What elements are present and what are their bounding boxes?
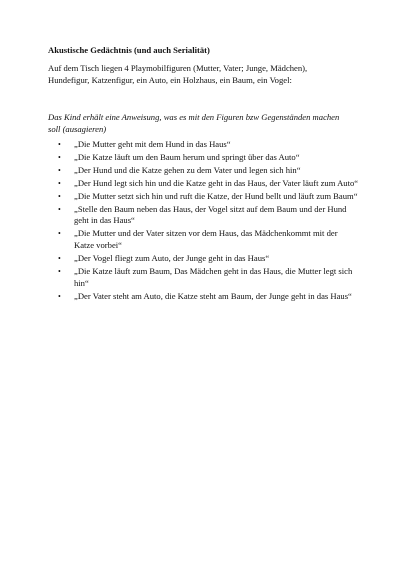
list-item [48,253,359,265]
list-item-text: „Die Mutter und der Vater sitzen vor dem Haus, das Mädchenkommt mit der Katze vorbei“ [74,228,338,251]
bullet-icon: • [58,191,61,201]
bullet-icon: • [58,291,61,301]
bullet-icon: • [58,229,61,239]
bullet-icon: • [58,254,61,264]
document-heading: Akustische Gedächtnis (und auch Serialität) [48,45,210,55]
list-item [48,191,359,203]
list-item [48,291,359,303]
instruction-paragraph: Das Kind erhält eine Anweisung, was es mit den Figuren bzw Gegenständen machen soll (ausagieren) [48,112,340,134]
list-item-text: „Die Katze läuft zum Baum, Das Mädchen geht in das Haus, die Mutter legt sich hin“ [74,266,353,288]
list-item [48,165,359,177]
bullet-icon: • [58,204,61,214]
bullet-icon: • [58,152,61,162]
list-item-text: „Der Hund und die Katze gehen zu dem Vater und legen sich hin“ [74,164,301,175]
list-item-text: „Der Vogel fliegt zum Auto, der Junge geht in das Haus“ [74,253,270,264]
list-item [48,178,359,190]
list-item-text: „Die Mutter setzt sich hin und ruft die Katze, der Hund bellt und läuft zum Baum“ [74,190,358,201]
list-item-text: „Der Hund legt sich hin und die Katze geht in das Haus, der Vater läuft zum Auto“ [74,177,359,188]
instruction-list [48,139,368,303]
document-body [48,45,368,304]
list-item-text: „Stelle den Baum neben das Haus, der Vogel sitzt auf dem Baum und der Hund geht in das Haus“ [74,203,347,226]
bullet-icon: • [58,267,61,277]
list-item [48,204,359,228]
intro-paragraph: Auf dem Tisch liegen 4 Playmobilfiguren (Mutter, Vater; Junge, Mädchen), Hundefigur, Katzenfigur, ein Auto, ein Holzhaus, ein Baum, ein Vogel: [48,63,308,85]
list-item [48,228,359,252]
list-item [48,266,359,290]
list-item-text: „Die Mutter geht mit dem Hund in das Haus“ [74,139,231,149]
list-item [48,139,359,151]
bullet-icon: • [58,165,61,175]
list-item [48,152,359,164]
bullet-icon: • [58,178,61,188]
list-item-text: „Der Vater steht am Auto, die Katze steht am Baum, der Junge geht in das Haus“ [74,290,352,301]
list-item-text: „Die Katze läuft um den Baum herum und springt über das Auto“ [74,151,300,162]
bullet-icon: • [58,140,61,149]
